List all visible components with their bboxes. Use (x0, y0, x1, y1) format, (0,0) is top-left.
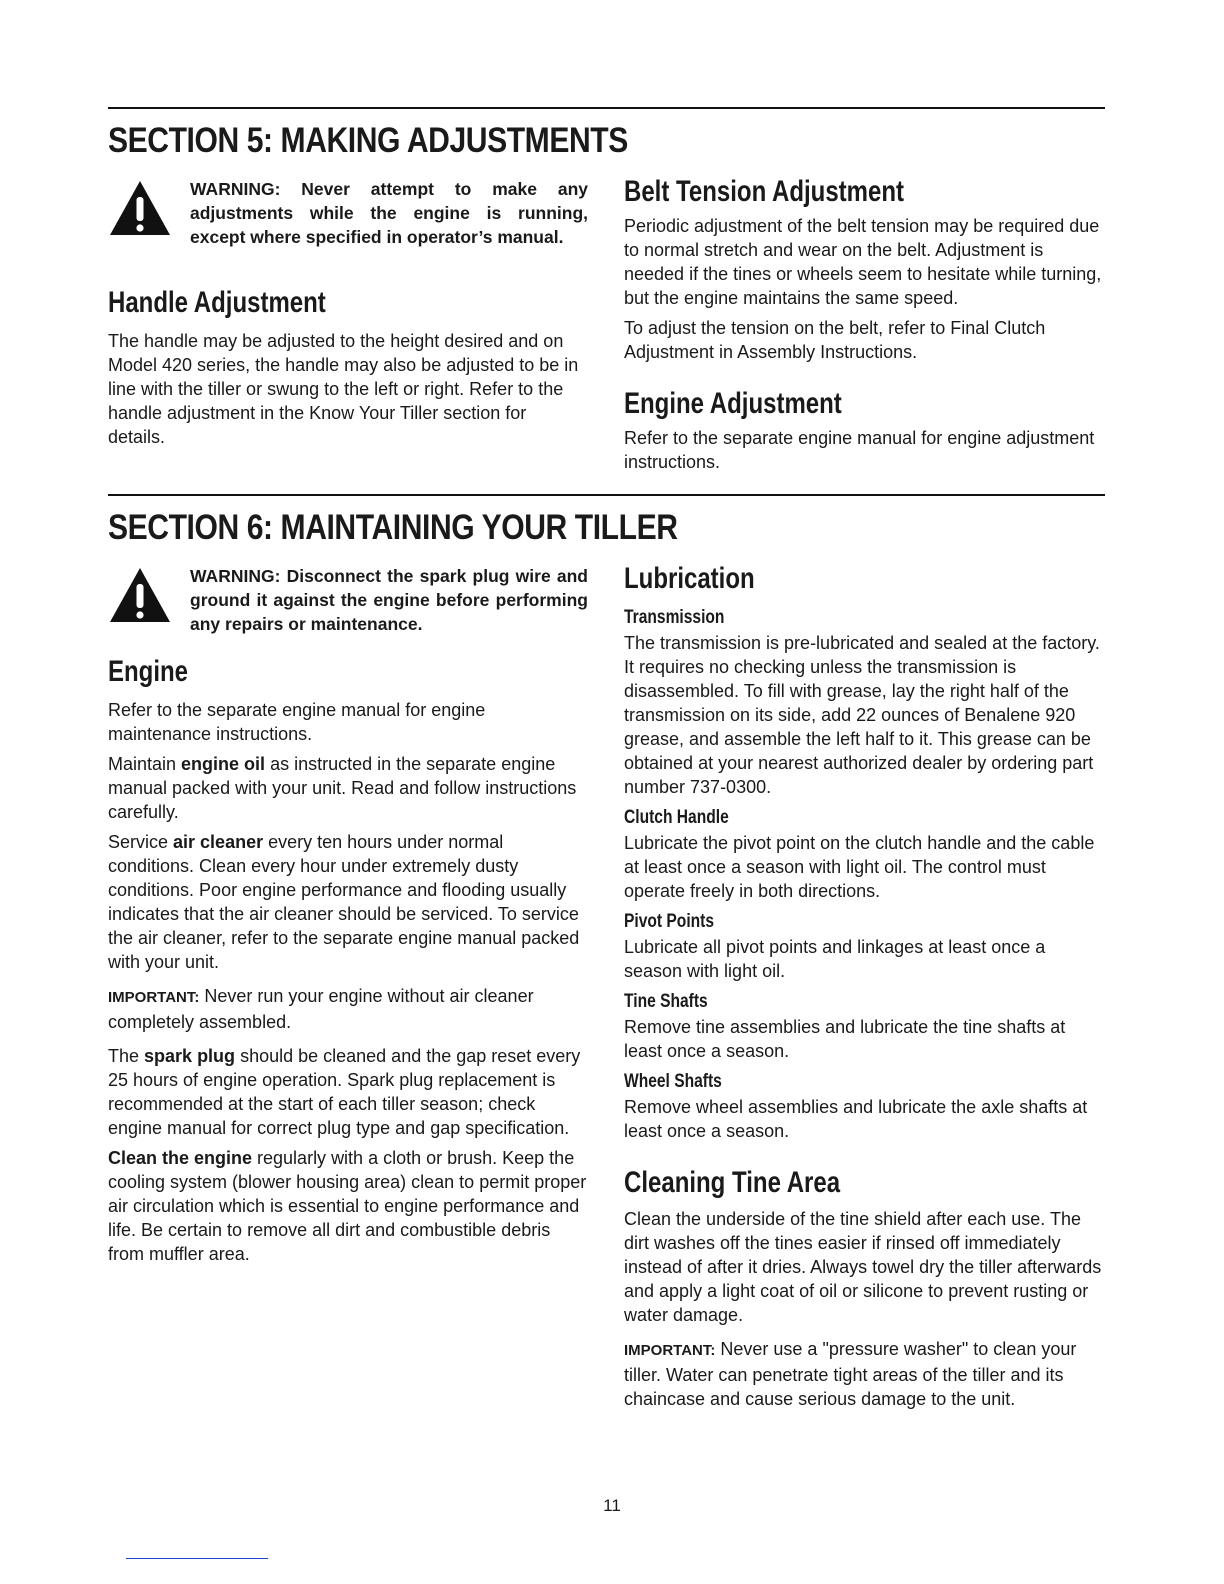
warning-text: WARNING: Disconnect the spark plug wire and ground it against the engine before performing any repairs or maintenance. (190, 566, 588, 634)
handle-adjustment-text: The handle may be adjusted to the height desired and on Model 420 series, the handle may also be adjusted to be in line with the tiller or swung to the left or right. Refer to the handle adjustment in the Know Your Tiller section for details. (108, 331, 579, 447)
section-divider (108, 107, 1105, 109)
lubrication-heading: Lubrication (624, 562, 755, 595)
engine-text-1: Refer to the separate engine manual for engine maintenance instructions. (108, 700, 486, 744)
engine-adjustment-heading: Engine Adjustment (624, 387, 842, 420)
tine-shafts-text: Remove tine assemblies and lubricate the tine shafts at least once a season. (624, 1017, 1066, 1061)
engine-text-5 (108, 1044, 588, 1140)
engine-heading: Engine (108, 655, 189, 688)
air-cleaner-emphasis: air cleaner (173, 832, 264, 852)
text-span: as instructed in the separate engine manual packed with your unit. Read and follow instructions carefully. (108, 754, 577, 822)
clutch-handle-heading: Clutch Handle (624, 807, 729, 828)
wheel-shafts-text: Remove wheel assemblies and lubricate the axle shafts at least once a season. (624, 1097, 1088, 1141)
page-number: 11 (603, 1496, 621, 1515)
warning-icon (108, 179, 172, 237)
engine-important-note (108, 984, 588, 1034)
text-span: The (108, 1046, 145, 1066)
handle-adjustment-heading: Handle Adjustment (108, 286, 326, 319)
engine-text-2 (108, 752, 588, 824)
warning-text: WARNING: Never attempt to make any adjustments while the engine is running, except where specified in operator’s manual. (190, 179, 588, 247)
transmission-text: The transmission is pre-lubricated and sealed at the factory. It requires no checking unless the transmission is disassembled. To fill with grease, lay the right half of the transmission on its side, add 22 ounces of Benalene 920 grease, and assemble the left half to it. This grease can be obtained at your nearest authorized dealer by ordering part number 737-0300. (624, 633, 1100, 797)
cleaning-important-note (624, 1337, 1105, 1411)
section-divider (108, 494, 1105, 496)
section-5 (108, 107, 1105, 472)
pivot-points-text: Lubricate all pivot points and linkages at least once a season with light oil. (624, 937, 1046, 981)
engine-text-3 (108, 830, 588, 974)
engine-oil-emphasis: engine oil (181, 754, 266, 774)
spark-plug-emphasis: spark plug (144, 1046, 236, 1066)
warning-icon (108, 566, 172, 624)
text-span: every ten hours under normal conditions. Clean every hour under extremely dusty conditions. Poor engine performance and flooding usually indicates that the air cleaner should be serviced. To service the air cleaner, refer to the separate engine manual packed with your unit. (108, 832, 580, 972)
bottom-divider (126, 1558, 268, 1559)
engine-text-6 (108, 1146, 588, 1266)
text-span: Never run your engine without air cleaner completely assembled. (108, 986, 534, 1032)
left-column (108, 564, 588, 1266)
clutch-handle-text: Lubricate the pivot point on the clutch handle and the cable at least once a season with light oil. The control must operate freely in both directions. (624, 833, 1095, 901)
belt-tension-heading: Belt Tension Adjustment (624, 175, 905, 208)
right-column (624, 177, 1105, 474)
important-label: IMPORTANT: (624, 1342, 716, 1359)
text-span: Never use a "pressure washer" to clean your tiller. Water can penetrate tight areas of the tiller and its chaincase and cause serious damage to the unit. (624, 1339, 1077, 1409)
transmission-heading: Transmission (624, 607, 725, 628)
text-span: regularly with a cloth or brush. Keep the cooling system (blower housing area) clean to permit proper air circulation which is essential to engine performance and life. Be certain to remove all dirt and combustible debris from muffler area. (108, 1148, 587, 1264)
tine-shafts-heading: Tine Shafts (624, 991, 708, 1012)
belt-tension-text-1: Periodic adjustment of the belt tension may be required due to normal stretch and wear on the belt. Adjustment is needed if the tines or wheels seem to hesitate while turning, but the engine maintains the same speed. (624, 216, 1102, 308)
belt-tension-text-2: To adjust the tension on the belt, refer to Final Clutch Adjustment in Assembly Instructions. (624, 318, 1046, 362)
engine-adjustment-text: Refer to the separate engine manual for engine adjustment instructions. (624, 428, 1095, 472)
section-title: SECTION 6: MAINTAINING YOUR TILLER (108, 508, 678, 547)
text-span: should be cleaned and the gap reset every 25 hours of engine operation. Spark plug replacement is recommended at the start of each tiller season; check engine manual for correct plug type and gap specification. (108, 1046, 581, 1138)
wheel-shafts-heading: Wheel Shafts (624, 1071, 722, 1092)
warning-block (108, 564, 588, 636)
left-column (108, 177, 588, 449)
cleaning-tine-area-heading: Cleaning Tine Area (624, 1166, 841, 1199)
section-6 (108, 494, 1105, 1409)
right-column (624, 564, 1105, 1411)
important-label: IMPORTANT: (108, 989, 200, 1006)
warning-block (108, 177, 588, 267)
pivot-points-heading: Pivot Points (624, 911, 715, 932)
cleaning-text: Clean the underside of the tine shield after each use. The dirt washes off the tines easier if rinsed off immediately instead of after it dries. Always towel dry the tiller afterwards and apply a light coat of oil or silicone to prevent rusting or water damage. (624, 1209, 1102, 1325)
text-span: Service (108, 832, 174, 852)
section-title: SECTION 5: MAKING ADJUSTMENTS (108, 121, 628, 160)
text-span: Maintain (108, 754, 182, 774)
clean-engine-emphasis: Clean the engine (108, 1148, 253, 1168)
